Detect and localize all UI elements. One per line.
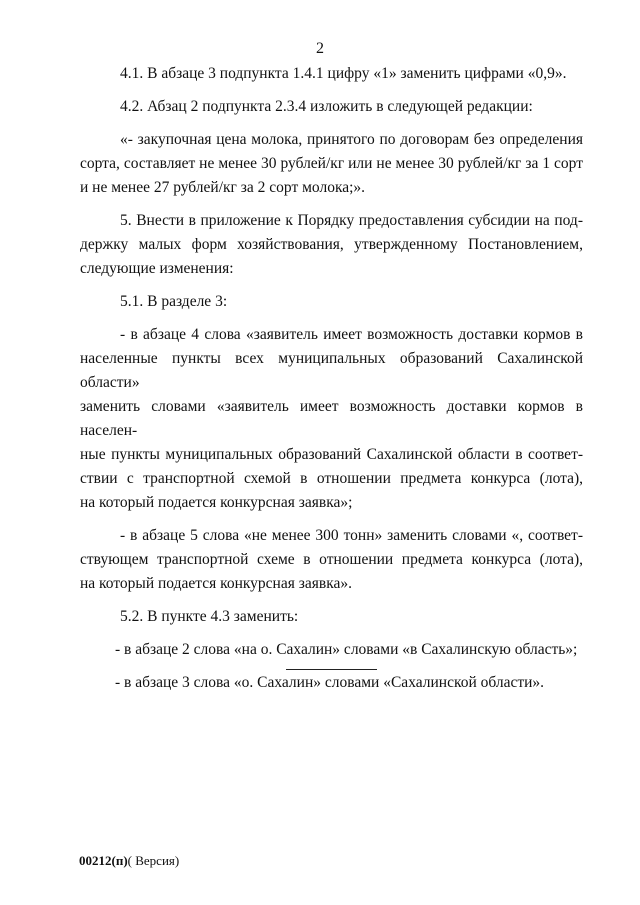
document-body	[80, 62, 583, 695]
quote-line-2: сорта, составляет не менее 30 рублей/кг или не менее 30 рублей/кг за 1 сорт	[80, 155, 583, 172]
paragraph-5-1: 5.1. В разделе 3:	[120, 293, 228, 310]
paragraph-5-line-1: 5. Внести в приложение к Порядку предоставления субсидии на под-	[120, 212, 583, 229]
item-abzac-5-line-3: на который подается конкурсная заявка».	[80, 575, 352, 592]
item-abzac-4-line-4: ные пункты муниципальных образований Сахалинской области в соответ-	[80, 446, 583, 463]
item-abzac-4-line-1: - в абзаце 4 слова «заявитель имеет возможность доставки кормов в	[120, 326, 583, 343]
item-5-2-abzac-2: - в абзаце 2 слова «на о. Сахалин» словами «в Сахалинскую область»;	[115, 641, 578, 658]
quote-line-1: «- закупочная цена молока, принятого по договорам без определения	[120, 131, 583, 148]
item-abzac-4-line-2: населенные пункты всех муниципальных образований Сахалинской области»	[80, 350, 583, 391]
end-divider	[286, 669, 377, 670]
item-abzac-4-line-6: на который подается конкурсная заявка»;	[80, 494, 353, 511]
quote-line-3: и не менее 27 рублей/кг за 2 сорт молока;».	[80, 179, 366, 196]
page-number: 2	[316, 40, 324, 57]
footer-version: ( Версия)	[127, 853, 180, 868]
paragraph-5-2: 5.2. В пункте 4.3 заменить:	[120, 608, 299, 625]
paragraph-5-line-3: следующие изменения:	[80, 260, 234, 277]
paragraph-4-1: 4.1. В абзаце 3 подпункта 1.4.1 цифру «1» заменить цифрами «0,9».	[120, 65, 567, 82]
item-abzac-4-line-3: заменить словами «заявитель имеет возможность доставки кормов в населен-	[80, 398, 583, 439]
footer-document-code	[79, 853, 179, 869]
item-abzac-5-line-2: ствующем транспортной схеме в отношении предмета конкурса (лота),	[80, 551, 583, 568]
paragraph-4-2: 4.2. Абзац 2 подпункта 2.3.4 изложить в следующей редакции:	[120, 98, 533, 115]
item-abzac-4-line-5: ствии с транспортной схемой в отношении предмета конкурса (лота),	[80, 470, 583, 487]
footer-code: 00212(п)	[79, 853, 128, 868]
paragraph-5-line-2: держку малых форм хозяйствования, утвержденному Постановлением,	[80, 236, 583, 253]
item-5-2-abzac-3: - в абзаце 3 слова «о. Сахалин» словами «Сахалинской области».	[115, 674, 545, 691]
item-abzac-5-line-1: - в абзаце 5 слова «не менее 300 тонн» заменить словами «, соответ-	[120, 527, 583, 544]
